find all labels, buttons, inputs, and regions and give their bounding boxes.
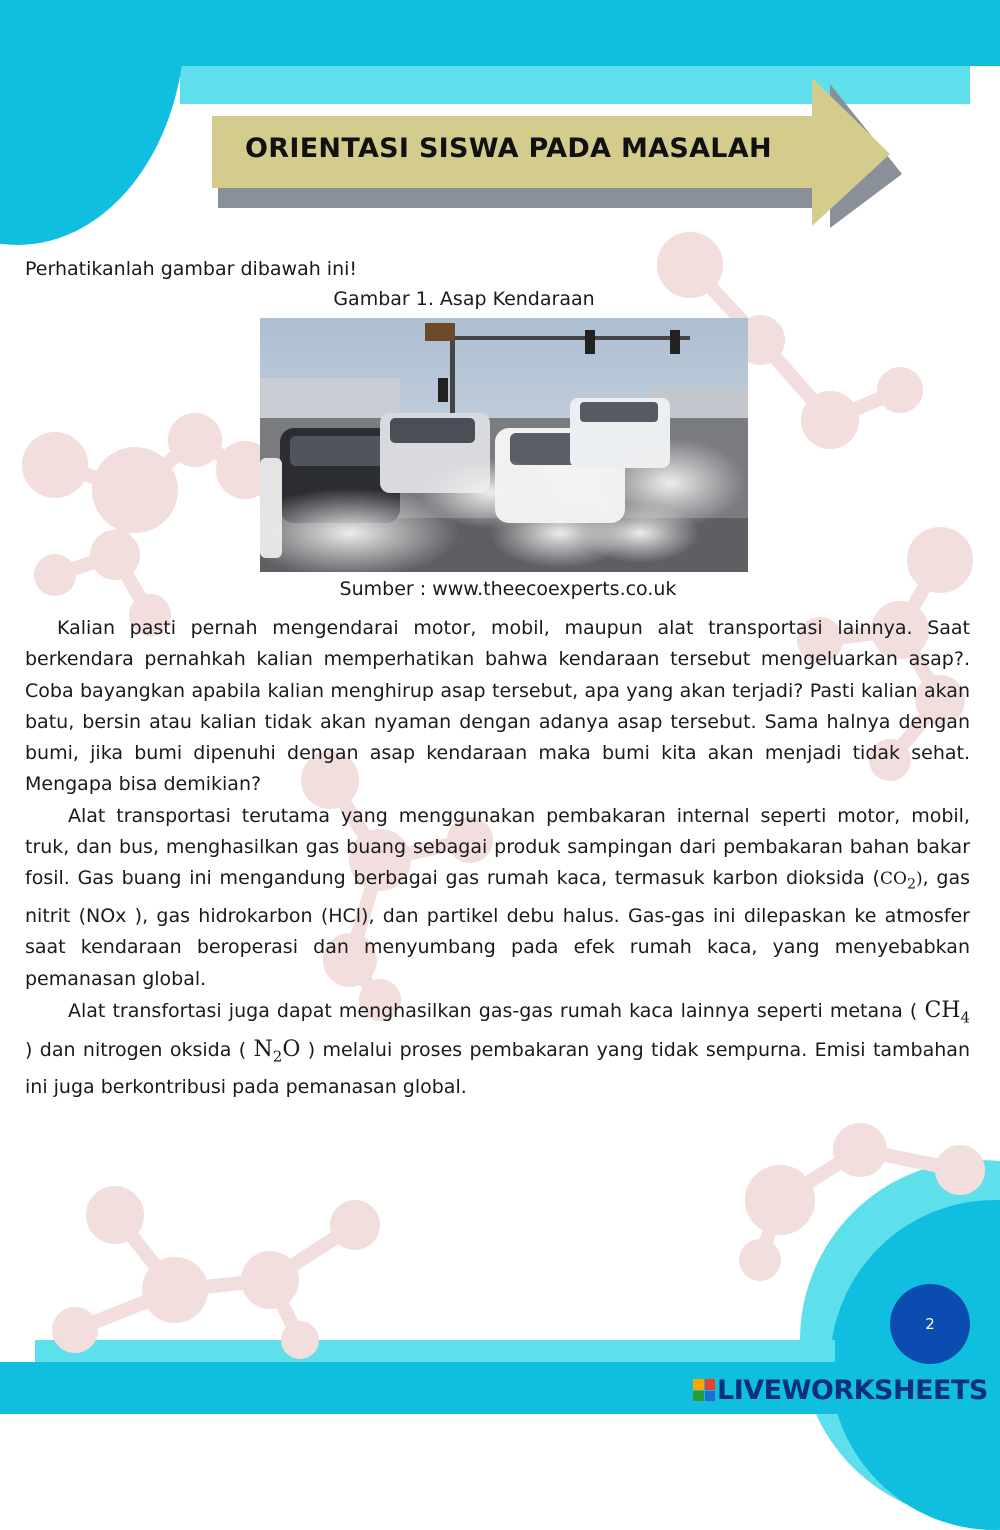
liveworksheets-logo-icon	[693, 1379, 715, 1401]
n2o-formula-o: O	[282, 1036, 301, 1062]
co2-formula-close: )	[915, 869, 923, 890]
n2o-formula-sub: 2	[272, 1047, 283, 1066]
paragraph-3-text-b: ) dan nitrogen oksida (	[25, 1038, 247, 1061]
paragraph-2-text-a: Alat transportasi terutama yang menggunakan pembakaran internal seperti motor, mobil, truk, dan bus, menghasilkan gas buang sebagai produk sampingan dari pembakaran bahan bakar fosil. Gas buang ini mengandung berbagai gas rumah kaca, termasuk karbon dioksida (	[25, 804, 970, 890]
paragraph-3	[25, 995, 970, 1104]
figure-caption: Gambar 1. Asap Kendaraan	[333, 288, 595, 310]
ch4-formula-main: CH	[924, 997, 961, 1023]
vehicle-exhaust-photo	[260, 318, 748, 572]
n2o-formula-n: N	[253, 1036, 273, 1062]
intro-text: Perhatikanlah gambar dibawah ini!	[25, 258, 358, 280]
paragraph-1-text: Kalian pasti pernah mengendarai motor, mobil, maupun alat transportasi lainnya. Saat berkendara pernahkah kalian memperhatikan bahwa kendaraan tersebut mengeluarkan asap?. Coba bayangkan apabila kalian menghirup asap tersebut, apa yang akan terjadi? Pasti kalian akan batu, bersin atau kalian tidak akan nyaman dengan adanya asap tersebut. Sama halnya dengan bumi, jika bumi dipenuhi dengan asap kendaraan maka bumi kita akan menjadi tidak sehat. Mengapa bisa demikian?	[25, 617, 970, 796]
paragraph-3-text-a: Alat transfortasi juga dapat menghasilkan gas-gas rumah kaca lainnya seperti metana (	[68, 999, 918, 1022]
ch4-formula-sub: 4	[960, 1008, 971, 1027]
n2o-formula	[253, 1036, 301, 1066]
co2-formula-sub: 2	[906, 876, 916, 893]
paragraph-2-text-b: , gas nitrit (NOx ), gas hidrokarbon (HCl), dan partikel debu halus. Gas-gas ini dilepaskan ke atmosfer saat kendaraan beroperasi dan menyumbang pada efek rumah kaca, yang menyebabkan pemanasan global.	[25, 867, 970, 990]
co2-formula	[879, 869, 923, 893]
paragraph-1	[25, 613, 970, 801]
page-number-badge: 2	[890, 1284, 970, 1364]
figure-source: Sumber : www.theecoexperts.co.uk	[339, 578, 677, 600]
paragraph-3-text-c: ) melalui proses pembakaran yang tidak sempurna. Emisi tambahan ini juga berkontribusi pada pemanasan global.	[25, 1038, 970, 1099]
body-text	[25, 613, 970, 1104]
ch4-formula	[924, 997, 971, 1027]
paragraph-2	[25, 801, 970, 995]
liveworksheets-brand[interactable]	[693, 1373, 988, 1407]
section-title: ORIENTASI SISWA PADA MASALAH	[245, 133, 772, 164]
brand-text: LIVEWORKSHEETS	[717, 1374, 988, 1406]
co2-formula-main: CO	[879, 869, 907, 890]
